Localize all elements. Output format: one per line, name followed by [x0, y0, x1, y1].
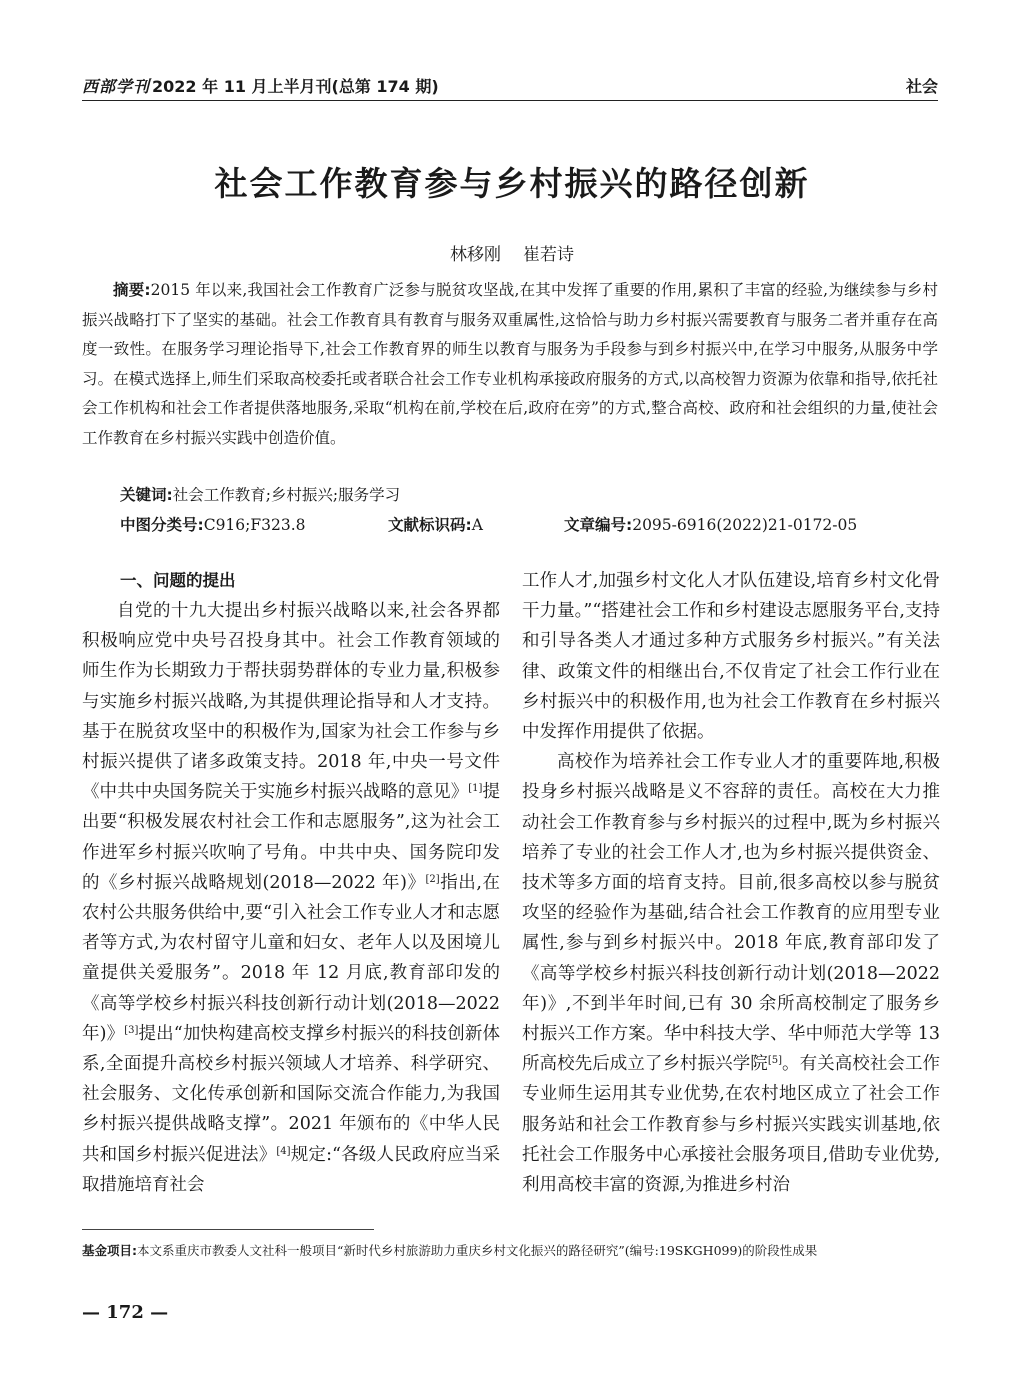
- issue-info: 2022 年 11 月上半月刊(总第 174 期): [152, 77, 439, 96]
- citation-ref: [5]: [767, 1055, 782, 1067]
- section-name: 社会: [905, 77, 938, 96]
- doc-code-label: 文献标识码:: [388, 516, 472, 534]
- author-list: [0, 240, 1024, 265]
- article-number-label: 文章编号:: [564, 516, 633, 534]
- article-number: [564, 510, 857, 540]
- body-paragraph: 工作人才,加强乡村文化人才队伍建设,培育乡村文化骨干力量。”“搭建社会工作和乡村建设志愿服务平台,支持和引导各类人才通过多种方式服务乡村振兴。”有关法律、政策文件的相继出台,不仅肯定了社会工作行业在乡村振兴中的积极作用,也为社会工作教育在乡村振兴中发挥作用提供了依据。: [522, 571, 940, 743]
- author-name: 崔若诗: [523, 245, 574, 265]
- body-text: 高校作为培养社会工作专业人才的重要阵地,积极投身乡村振兴战略是义不容辞的责任。高校在大力推动社会工作教育参与乡村振兴的过程中,既为乡村振兴培养了专业的社会工作人才,也为乡村振兴提供资金、技术等多方面的培育支持。目前,很多高校以参与脱贫攻坚的经验作为基础,结合社会工作教育的应用型专业属性,参与到乡村振兴中。2018 年底,教育部印发了《高等学校乡村振兴科技创新行动计划(2018—2022 年)》,不到半年时间,已有 30 余所高校制定了服务乡村振兴工作方案。华中科技大学、华中师范大学等 13 所高校先后成立了乡村振兴学院: [522, 752, 940, 1075]
- author-name: 林移刚: [450, 245, 501, 265]
- section-heading: 一、问题的提出: [120, 571, 236, 590]
- doc-code-value: A: [471, 516, 483, 534]
- article-number-value: 2095-6916(2022)21-0172-05: [632, 516, 858, 534]
- funding-footnote: [82, 1239, 938, 1262]
- keywords-text: 社会工作教育;乡村振兴;服务学习: [172, 486, 401, 504]
- keywords: [120, 480, 400, 510]
- citation-ref: [3]: [124, 1024, 139, 1036]
- citation-ref: [4]: [276, 1145, 291, 1157]
- body-column-right: [522, 566, 940, 1200]
- footnote-text: 本文系重庆市教委人文社科一般项目“新时代乡村旅游助力重庆乡村文化振兴的路径研究”(编号:19SKGH099)的阶段性成果: [137, 1243, 818, 1258]
- journal-logo: 西部学刊: [82, 77, 151, 96]
- abstract-label: 摘要:: [113, 281, 151, 299]
- keywords-label: 关键词:: [120, 486, 173, 504]
- body-paragraph: [522, 747, 940, 1200]
- document-code: [388, 510, 483, 540]
- footnote-label: 基金项目:: [82, 1243, 137, 1258]
- abstract: [82, 276, 938, 453]
- body-text: 提出“加快构建高校支撑乡村振兴的科技创新体系,全面提升高校乡村振兴领域人才培养、科学研究、社会服务、文化传承创新和国际交流合作能力,为我国乡村振兴提供战略支撑”。2021 年颁布的《中华人民共和国乡村振兴促进法》: [82, 1023, 501, 1165]
- body-text: 指出,在农村公共服务供给中,要“引入社会工作专业人才和志愿者等方式,为农村留守儿童和妇女、老年人以及困境儿童提供关爱服务”。2018 年 12 月底,教育部印发的《高等学校乡村振兴科技创新行动计划(2018—2022 年)》: [82, 872, 500, 1044]
- article-title: 社会工作教育参与乡村振兴的路径创新: [214, 164, 810, 203]
- body-text: 。有关高校社会工作专业师生运用其专业优势,在农村地区成立了社会工作服务站和社会工作教育参与乡村振兴实践实训基地,依托社会工作服务中心承接社会服务项目,借助专业优势,利用高校丰富的资源,为推进乡村治: [522, 1054, 941, 1196]
- page-number: — 172 —: [82, 1302, 169, 1323]
- body-text: 自党的十九大提出乡村振兴战略以来,社会各界都积极响应党中央号召投身其中。社会工作教育领域的师生作为长期致力于帮扶弱势群体的专业力量,积极参与实施乡村振兴战略,为其提供理论指导和人才支持。基于在脱贫攻坚中的积极作为,国家为社会工作参与乡村振兴提供了诸多政策支持。2018 年,中央一号文件《中共中央国务院关于实施乡村振兴战略的意见》: [82, 601, 500, 803]
- header-left: [82, 74, 439, 97]
- abstract-text: 2015 年以来,我国社会工作教育广泛参与脱贫攻坚战,在其中发挥了重要的作用,累积了丰富的经验,为继续参与乡村振兴战略打下了坚实的基础。社会工作教育具有教育与服务双重属性,这恰恰与助力乡村振兴需要教育与服务二者并重存在高度一致性。在服务学习理论指导下,社会工作教育界的师生以教育与服务为手段参与到乡村振兴中,在学习中服务,从服务中学习。在模式选择上,师生们采取高校委托或者联合社会工作专业机构承接政府服务的方式,以高校智力资源为依靠和指导,依托社会工作机构和社会工作者提供落地服务,采取“机构在前,学校在后,政府在旁”的方式,整合高校、政府和社会组织的力量,使社会工作教育在乡村振兴实践中创造价值。: [82, 281, 939, 447]
- citation-ref: [1]: [468, 783, 483, 795]
- body-paragraph: [82, 596, 500, 1200]
- clc-number: [120, 510, 306, 540]
- body-text: 规定:“各级人民政府应当采取措施培育社会: [82, 1144, 500, 1195]
- clc-label: 中图分类号:: [120, 516, 204, 534]
- clc-value: C916;F323.8: [203, 516, 306, 534]
- body-column-left: [82, 566, 500, 1200]
- body-text: 提出要“积极发展农村社会工作和志愿服务”,这为社会工作进军乡村振兴吹响了号角。中共中央、国务院印发的《乡村振兴战略规划(2018—2022 年)》: [82, 782, 501, 893]
- citation-ref: [2]: [425, 873, 440, 885]
- running-header: [82, 70, 938, 101]
- footnote-divider: [82, 1229, 374, 1230]
